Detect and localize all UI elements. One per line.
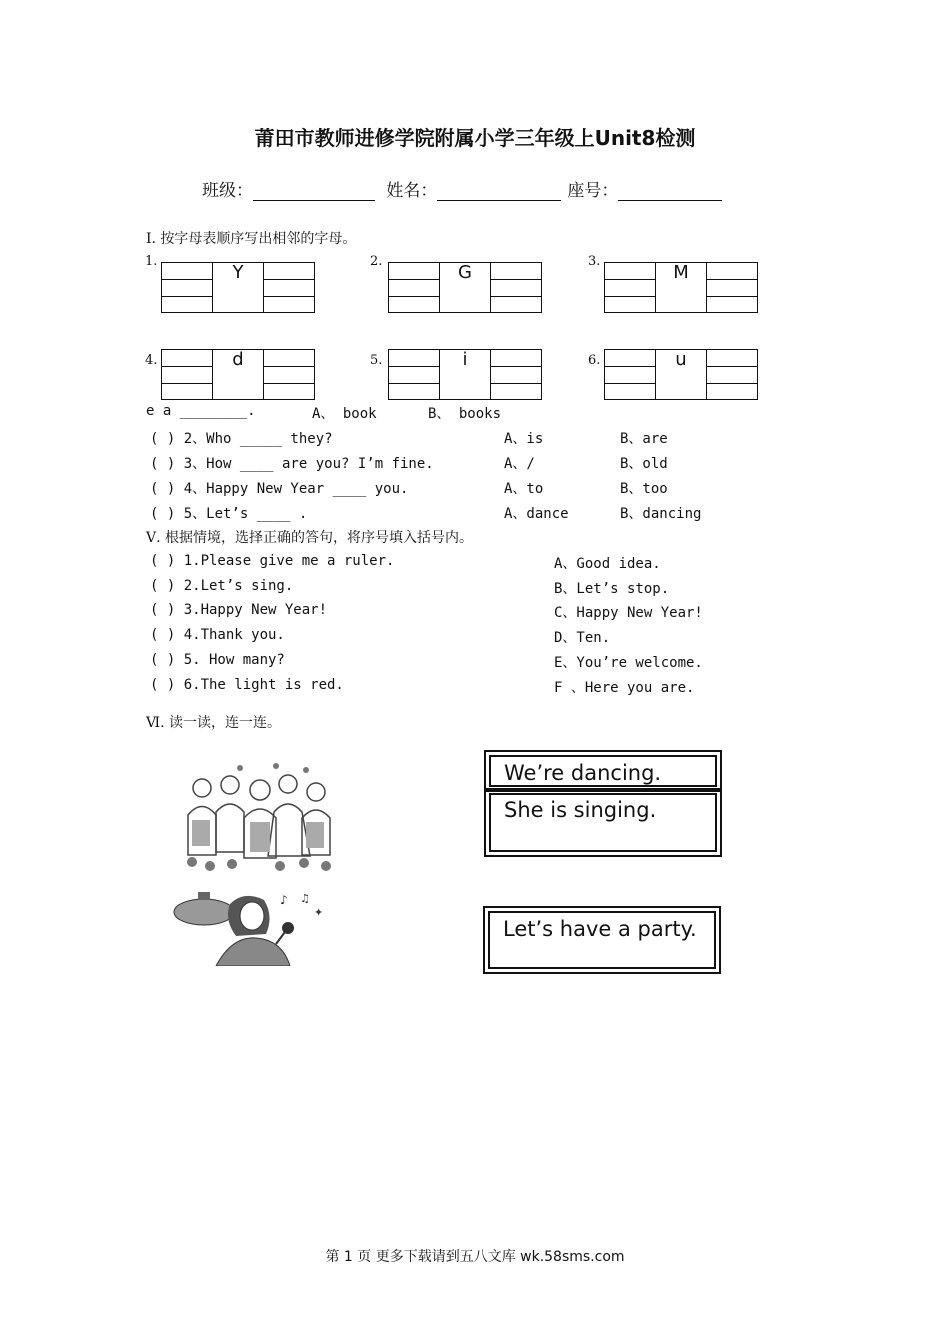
choice-row-4-a: A、to (504, 481, 544, 497)
right-write-line[interactable] (264, 366, 315, 367)
choice-row-2: ( ) 2、Who _____ they? (150, 431, 333, 447)
right-write-line[interactable] (491, 296, 542, 297)
match-q-3: ( ) 3.Happy New Year! (150, 602, 328, 618)
letter-item-number: 5. (370, 353, 383, 368)
given-letter: d (232, 349, 244, 370)
right-write-line[interactable] (264, 296, 315, 297)
right-write-line[interactable] (264, 383, 315, 384)
choice-row-2-b: B、are (620, 431, 668, 447)
left-write-line[interactable] (388, 383, 439, 384)
choice-first-a: A、 book (312, 406, 377, 422)
left-write-line[interactable] (604, 383, 655, 384)
sentence-we-are-dancing: We’re dancing. (504, 761, 662, 785)
left-write-line[interactable] (388, 279, 439, 280)
right-write-line[interactable] (491, 383, 542, 384)
left-write-line[interactable] (604, 279, 655, 280)
party-illustration (180, 760, 338, 875)
choice-row-5-b: B、dancing (620, 506, 702, 522)
right-write-line[interactable] (491, 366, 542, 367)
letter-item-number: 6. (588, 353, 601, 368)
choice-row-5-a: A、dance (504, 506, 569, 522)
match-q-5: ( ) 5. How many? (150, 652, 285, 668)
given-letter: Y (232, 262, 244, 283)
sentence-lets-have-a-party: Let’s have a party. (503, 917, 697, 941)
given-letter: G (458, 262, 472, 283)
right-write-line[interactable] (707, 383, 758, 384)
svg-text:♪: ♪ (280, 893, 288, 907)
match-q-1: ( ) 1.Please give me a ruler. (150, 553, 395, 569)
left-write-line[interactable] (161, 383, 212, 384)
name-label: 姓名： (386, 181, 438, 201)
right-write-line[interactable] (707, 296, 758, 297)
given-letter: i (462, 349, 468, 370)
choice-row-3-a: A、/ (504, 456, 535, 472)
choice-row-5: ( ) 5、Let’s ____ . (150, 506, 308, 522)
seat-blank[interactable] (618, 182, 722, 201)
left-write-line[interactable] (161, 279, 212, 280)
letter-box-2 (388, 262, 542, 313)
left-write-line[interactable] (161, 366, 212, 367)
page-title: 莆田市教师进修学院附属小学三年级上Unit8检测 (254, 126, 696, 150)
right-write-line[interactable] (707, 279, 758, 280)
given-letter: M (673, 262, 689, 283)
choice-row-4-b: B、too (620, 481, 668, 497)
left-write-line[interactable] (388, 366, 439, 367)
match-a-4: D、Ten. (554, 630, 611, 646)
page-footer: 第 1 页 更多下载请到五八文库 wk.58sms.com (325, 1249, 625, 1265)
svg-text:✦: ✦ (314, 906, 324, 919)
letter-item-number: 3. (588, 254, 601, 269)
sentence-she-is-singing: She is singing. (504, 798, 657, 822)
right-write-line[interactable] (264, 279, 315, 280)
match-a-3: C、Happy New Year! (554, 605, 703, 621)
letter-box-3 (604, 262, 758, 313)
left-write-line[interactable] (604, 296, 655, 297)
section1-heading: Ⅰ. 按字母表顺序写出相邻的字母。 (146, 231, 357, 247)
match-a-1: A、Good idea. (554, 556, 661, 572)
left-write-line[interactable] (604, 366, 655, 367)
letter-box-4 (161, 349, 315, 400)
letter-box-1 (161, 262, 315, 313)
letter-box-6 (604, 349, 758, 400)
section5-heading: Ⅴ. 根据情境，选择正确的答句，将序号填入括号内。 (146, 530, 474, 546)
seat-label: 座号： (567, 181, 619, 201)
left-write-line[interactable] (161, 296, 212, 297)
right-write-line[interactable] (491, 279, 542, 280)
match-q-2: ( ) 2.Let’s sing. (150, 578, 294, 594)
student-info (202, 176, 728, 201)
name-blank[interactable] (437, 182, 561, 201)
given-letter: u (675, 349, 687, 370)
right-write-line[interactable] (707, 366, 758, 367)
choice-row-4: ( ) 4、Happy New Year ____ you. (150, 481, 409, 497)
match-a-5: E、You’re welcome. (554, 655, 703, 671)
choice-row-2-a: A、is (504, 431, 544, 447)
choice-first-b: B、 books (428, 406, 502, 422)
choice-first-line: e a ________. (146, 403, 256, 419)
letter-item-number: 4. (145, 353, 158, 368)
choice-row-3-b: B、old (620, 456, 668, 472)
section6-heading: Ⅵ. 读一读，连一连。 (146, 715, 281, 731)
letter-item-number: 2. (370, 254, 383, 269)
letter-item-number: 1. (145, 254, 158, 269)
singing-girl-illustration (172, 886, 330, 966)
match-q-4: ( ) 4.Thank you. (150, 627, 285, 643)
class-blank[interactable] (253, 182, 375, 201)
letter-box-5 (388, 349, 542, 400)
match-a-2: B、Let’s stop. (554, 581, 670, 597)
svg-text:♫: ♫ (300, 892, 310, 905)
choice-row-3: ( ) 3、How ____ are you? I’m fine. (150, 456, 434, 472)
class-label: 班级： (202, 181, 253, 201)
match-a-6: F 、Here you are. (554, 680, 695, 696)
match-q-6: ( ) 6.The light is red. (150, 677, 344, 693)
left-write-line[interactable] (388, 296, 439, 297)
